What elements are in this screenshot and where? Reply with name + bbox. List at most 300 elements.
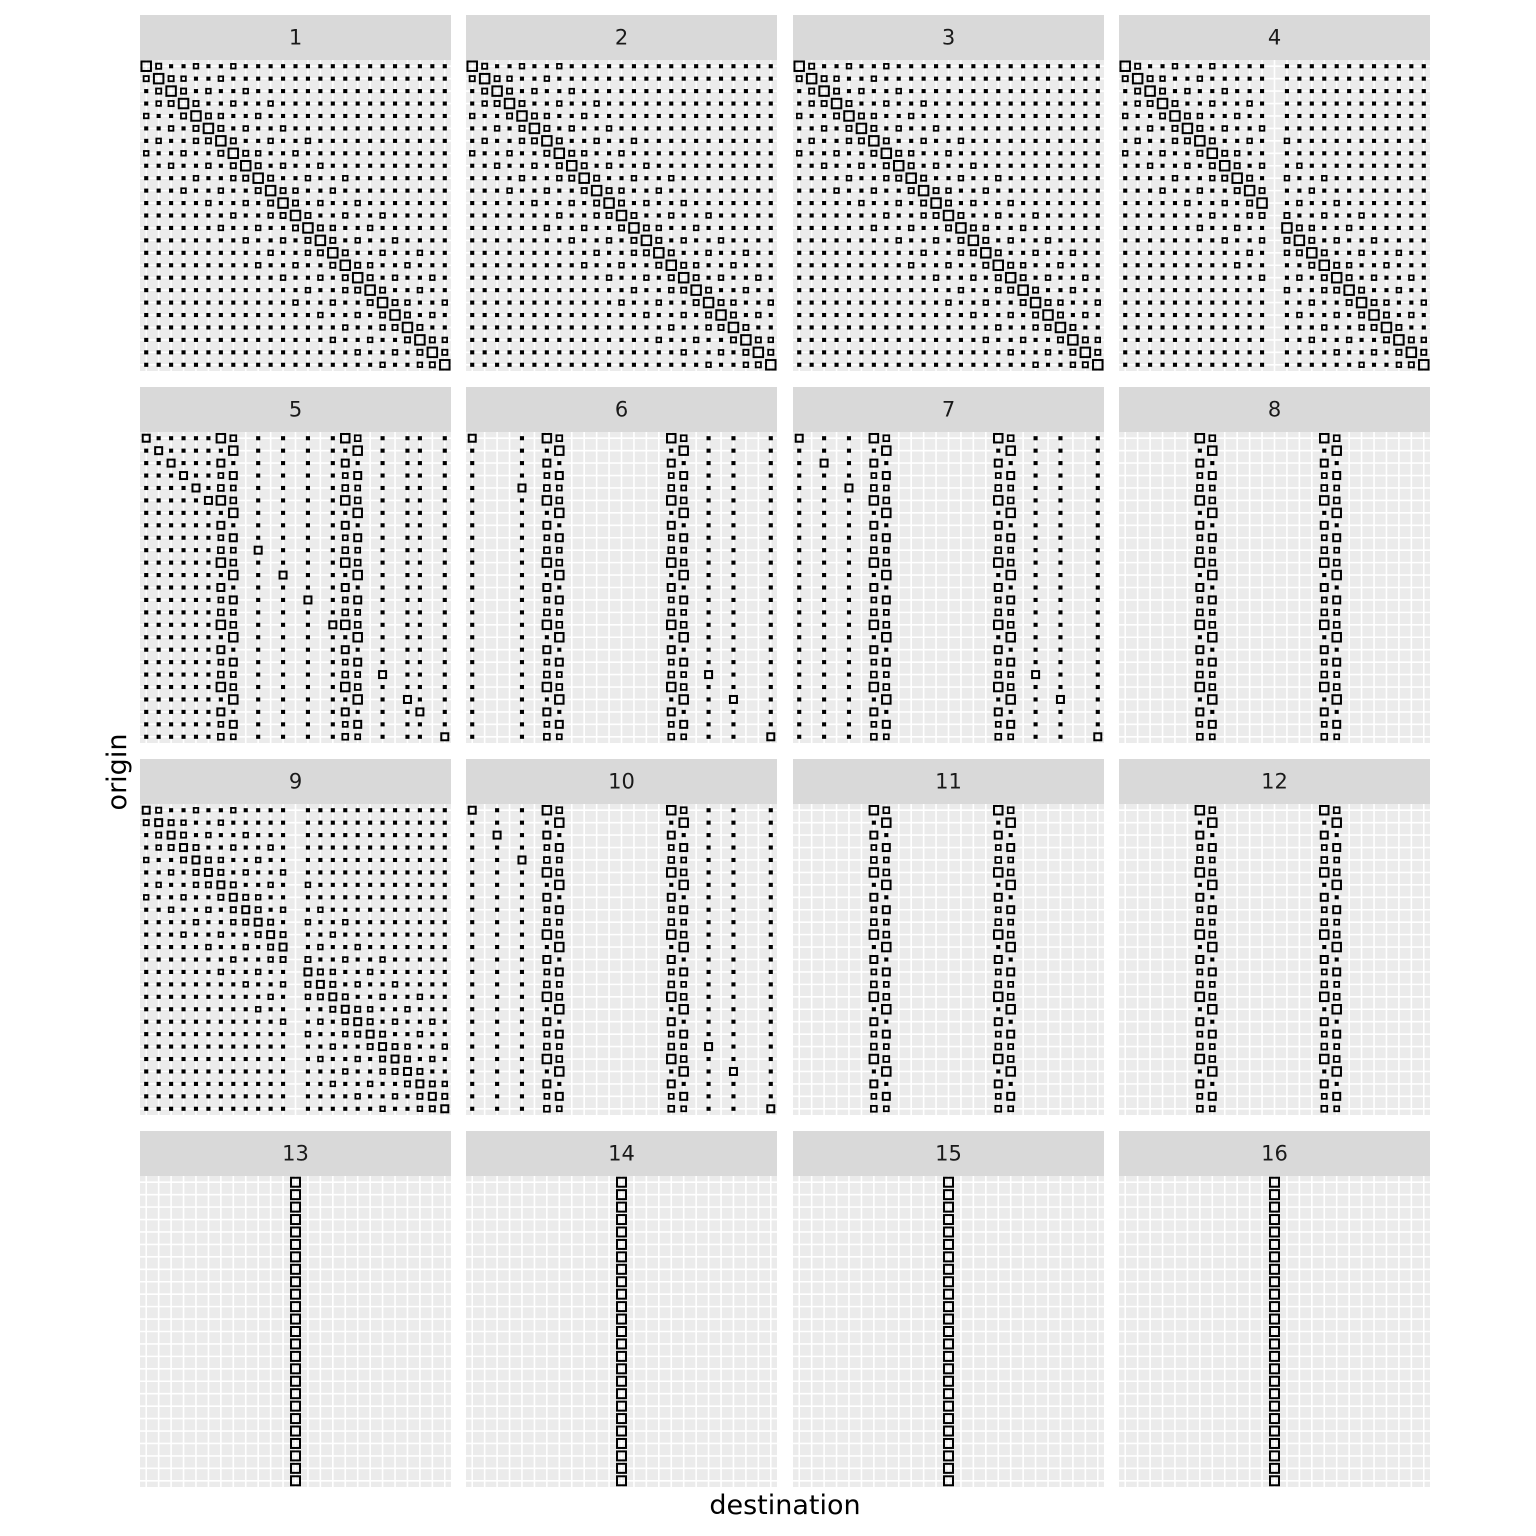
od-point (471, 1033, 474, 1036)
od-point (707, 1020, 710, 1023)
od-point (381, 624, 384, 627)
od-point (533, 189, 536, 192)
od-point (873, 90, 876, 93)
od-point (848, 239, 851, 242)
od-point (471, 971, 474, 974)
od-point (732, 648, 735, 651)
od-point (1161, 140, 1164, 143)
od-point (1223, 252, 1226, 255)
od-point (1348, 90, 1351, 93)
od-point (444, 102, 447, 105)
od-point (207, 1020, 210, 1023)
od-point (1323, 65, 1326, 68)
od-point (406, 933, 409, 936)
od-point (922, 164, 925, 167)
od-point (406, 524, 409, 527)
od-point (195, 946, 198, 949)
od-point (282, 1070, 285, 1073)
od-point (496, 921, 499, 924)
od-point (381, 77, 384, 80)
od-point (394, 127, 397, 130)
od-point (483, 264, 486, 267)
od-point (1423, 326, 1426, 329)
od-point (381, 871, 384, 874)
od-point (595, 227, 598, 230)
od-point (1398, 227, 1401, 230)
od-point (145, 1095, 148, 1098)
od-point (170, 449, 173, 452)
od-point (1022, 102, 1025, 105)
od-point (381, 276, 384, 279)
od-point (1335, 102, 1338, 105)
od-point (1248, 90, 1251, 93)
od-point (282, 152, 285, 155)
od-point (145, 214, 148, 217)
od-point (798, 611, 801, 614)
od-point (381, 686, 384, 689)
od-point (798, 536, 801, 539)
od-point (419, 908, 422, 911)
od-point (732, 1020, 735, 1023)
od-point (207, 239, 210, 242)
od-point (1248, 339, 1251, 342)
od-point (1009, 462, 1012, 465)
od-point (897, 289, 900, 292)
od-point (356, 339, 359, 342)
od-point (1174, 264, 1177, 267)
od-point (1410, 202, 1413, 205)
od-point (1211, 586, 1214, 589)
od-point (910, 364, 913, 367)
od-point (294, 65, 297, 68)
od-point (170, 599, 173, 602)
od-point (848, 339, 851, 342)
od-point (307, 314, 310, 317)
od-point (823, 574, 826, 577)
od-point (972, 77, 975, 80)
od-point (381, 846, 384, 849)
od-point (1236, 289, 1239, 292)
od-point (1410, 115, 1413, 118)
od-point (170, 314, 173, 317)
od-point (369, 834, 372, 837)
od-point (369, 214, 372, 217)
od-point (431, 65, 434, 68)
od-point (471, 1008, 474, 1011)
od-point (1161, 264, 1164, 267)
od-point (1323, 102, 1326, 105)
od-point (220, 252, 223, 255)
od-point (873, 164, 876, 167)
od-point (381, 264, 384, 267)
od-point (332, 512, 335, 515)
od-point (1161, 239, 1164, 242)
od-point (1373, 140, 1376, 143)
od-point (381, 908, 384, 911)
od-point (344, 1108, 347, 1111)
od-point (1136, 301, 1139, 304)
od-point (1223, 140, 1226, 143)
od-point (947, 140, 950, 143)
od-point (608, 326, 611, 329)
od-point (307, 611, 310, 614)
od-point (381, 127, 384, 130)
od-point (332, 611, 335, 614)
od-point (145, 611, 148, 614)
od-point (1261, 351, 1264, 354)
od-point (381, 202, 384, 205)
od-point (381, 474, 384, 477)
od-point (732, 227, 735, 230)
od-point (319, 65, 322, 68)
od-point (471, 736, 474, 739)
od-point (823, 474, 826, 477)
od-point (1009, 127, 1012, 130)
od-point (257, 202, 260, 205)
od-point (419, 102, 422, 105)
od-point (419, 239, 422, 242)
od-point (195, 339, 198, 342)
od-point (770, 1020, 773, 1023)
od-point (745, 314, 748, 317)
od-point (319, 958, 322, 961)
od-point (1174, 152, 1177, 155)
od-point (381, 1095, 384, 1098)
od-point (471, 499, 474, 502)
od-point (1034, 512, 1037, 515)
od-point (145, 449, 148, 452)
od-point (257, 462, 260, 465)
od-point (1149, 264, 1152, 267)
od-point (232, 314, 235, 317)
od-point (595, 289, 598, 292)
od-point (471, 1020, 474, 1023)
od-point (770, 983, 773, 986)
od-point (1047, 90, 1050, 93)
od-point (269, 164, 272, 167)
od-point (444, 487, 447, 490)
od-point (1149, 202, 1152, 205)
od-point (471, 1095, 474, 1098)
od-point (695, 364, 698, 367)
od-point (897, 65, 900, 68)
od-point (419, 499, 422, 502)
od-point (145, 921, 148, 924)
od-point (707, 115, 710, 118)
od-point (394, 834, 397, 837)
od-point (935, 339, 938, 342)
od-point (269, 289, 272, 292)
od-point (496, 1008, 499, 1011)
od-point (508, 239, 511, 242)
od-point (257, 884, 260, 887)
od-point (1034, 189, 1037, 192)
od-point (195, 1020, 198, 1023)
od-point (1211, 189, 1214, 192)
od-point (810, 202, 813, 205)
od-point (1136, 177, 1139, 180)
od-point (1223, 339, 1226, 342)
od-point (496, 1070, 499, 1073)
od-point (823, 239, 826, 242)
od-point (521, 536, 524, 539)
od-point (419, 821, 422, 824)
od-point (431, 834, 434, 837)
od-point (444, 983, 447, 986)
od-point (1072, 177, 1075, 180)
od-point (195, 437, 198, 440)
od-point (798, 474, 801, 477)
od-point (972, 140, 975, 143)
od-point (319, 1008, 322, 1011)
od-point (823, 636, 826, 639)
od-point (521, 164, 524, 167)
od-point (823, 276, 826, 279)
od-point (244, 1108, 247, 1111)
od-point (1034, 487, 1037, 490)
od-point (394, 809, 397, 812)
od-point (1286, 115, 1289, 118)
od-point (145, 1083, 148, 1086)
od-point (356, 164, 359, 167)
od-point (257, 624, 260, 627)
od-point (394, 227, 397, 230)
od-point (521, 264, 524, 267)
od-point (633, 102, 636, 105)
od-point (521, 624, 524, 627)
od-point (419, 809, 422, 812)
od-point (670, 152, 673, 155)
od-point (207, 1058, 210, 1061)
od-point (1124, 239, 1127, 242)
od-point (1047, 115, 1050, 118)
od-point (1261, 77, 1264, 80)
facet-panel-9 (140, 759, 451, 1115)
od-point (257, 487, 260, 490)
od-point (257, 946, 260, 949)
od-point (244, 364, 247, 367)
od-point (770, 65, 773, 68)
od-point (1385, 164, 1388, 167)
od-point (1373, 227, 1376, 230)
od-point (1124, 102, 1127, 105)
od-point (1186, 152, 1189, 155)
od-point (570, 289, 573, 292)
od-point (431, 102, 434, 105)
od-point (570, 264, 573, 267)
od-point (1022, 351, 1025, 354)
od-point (195, 351, 198, 354)
od-point (848, 736, 851, 739)
od-point (595, 301, 598, 304)
od-point (1149, 314, 1152, 317)
od-point (344, 164, 347, 167)
od-point (798, 127, 801, 130)
od-point (770, 958, 773, 961)
od-point (1348, 77, 1351, 80)
od-point (1398, 189, 1401, 192)
od-point (546, 90, 549, 93)
od-point (1323, 239, 1326, 242)
od-point (1161, 202, 1164, 205)
od-point (1097, 65, 1100, 68)
od-point (182, 1070, 185, 1073)
od-point (170, 1008, 173, 1011)
od-point (720, 177, 723, 180)
od-point (294, 364, 297, 367)
od-point (1385, 140, 1388, 143)
od-point (1084, 90, 1087, 93)
od-point (431, 871, 434, 874)
od-point (307, 115, 310, 118)
od-point (1059, 723, 1062, 726)
od-point (419, 524, 422, 527)
od-point (157, 921, 160, 924)
od-point (344, 339, 347, 342)
od-point (521, 933, 524, 936)
od-point (471, 524, 474, 527)
od-point (1323, 77, 1326, 80)
od-point (444, 1070, 447, 1073)
od-point (910, 102, 913, 105)
od-point (1136, 339, 1139, 342)
od-point (658, 127, 661, 130)
od-point (145, 561, 148, 564)
od-point (1323, 314, 1326, 317)
od-point (732, 474, 735, 477)
od-point (670, 449, 673, 452)
od-point (232, 871, 235, 874)
od-point (1124, 127, 1127, 130)
od-point (1186, 364, 1189, 367)
od-point (620, 77, 623, 80)
od-point (471, 958, 474, 961)
od-point (1323, 301, 1326, 304)
od-point (319, 871, 322, 874)
od-point (546, 102, 549, 105)
od-point (1410, 102, 1413, 105)
od-point (145, 673, 148, 676)
od-point (848, 549, 851, 552)
od-point (496, 884, 499, 887)
od-point (282, 686, 285, 689)
od-point (608, 77, 611, 80)
od-point (244, 809, 247, 812)
od-point (835, 239, 838, 242)
od-point (848, 264, 851, 267)
od-point (145, 314, 148, 317)
od-point (670, 636, 673, 639)
od-point (195, 673, 198, 676)
od-point (732, 90, 735, 93)
od-point (521, 239, 524, 242)
od-point (732, 821, 735, 824)
od-point (757, 152, 760, 155)
od-point (558, 364, 561, 367)
od-point (732, 1058, 735, 1061)
od-point (645, 326, 648, 329)
od-point (1059, 276, 1062, 279)
od-point (157, 512, 160, 515)
od-point (1161, 314, 1164, 317)
od-point (583, 339, 586, 342)
od-point (170, 736, 173, 739)
od-point (860, 65, 863, 68)
od-point (810, 252, 813, 255)
od-point (1161, 364, 1164, 367)
od-point (810, 164, 813, 167)
od-point (381, 239, 384, 242)
od-point (972, 189, 975, 192)
od-point (707, 437, 710, 440)
od-point (406, 536, 409, 539)
od-point (1373, 264, 1376, 267)
od-point (207, 896, 210, 899)
od-point (369, 921, 372, 924)
od-point (356, 152, 359, 155)
od-point (394, 933, 397, 936)
od-point (922, 301, 925, 304)
od-point (682, 326, 685, 329)
od-point (1124, 90, 1127, 93)
od-point (344, 1058, 347, 1061)
od-point (145, 177, 148, 180)
od-point (232, 462, 235, 465)
od-point (1034, 499, 1037, 502)
od-point (682, 896, 685, 899)
od-point (1410, 189, 1413, 192)
od-point (444, 264, 447, 267)
od-point (207, 624, 210, 627)
od-point (608, 152, 611, 155)
od-point (294, 252, 297, 255)
od-point (682, 834, 685, 837)
od-point (1236, 339, 1239, 342)
od-point (732, 177, 735, 180)
od-point (707, 971, 710, 974)
od-point (885, 364, 888, 367)
od-point (170, 202, 173, 205)
od-point (182, 686, 185, 689)
od-point (394, 140, 397, 143)
od-point (658, 115, 661, 118)
od-point (195, 214, 198, 217)
od-point (282, 364, 285, 367)
od-point (695, 115, 698, 118)
od-point (170, 946, 173, 949)
od-point (873, 264, 876, 267)
od-point (670, 698, 673, 701)
od-point (182, 1108, 185, 1111)
od-point (195, 264, 198, 267)
od-point (1335, 711, 1338, 714)
od-point (508, 276, 511, 279)
od-point (1072, 127, 1075, 130)
od-point (195, 996, 198, 999)
od-point (1348, 189, 1351, 192)
od-point (707, 462, 710, 465)
od-point (810, 339, 813, 342)
od-point (1034, 599, 1037, 602)
od-point (1009, 77, 1012, 80)
od-point (1335, 252, 1338, 255)
od-point (1423, 314, 1426, 317)
od-point (419, 487, 422, 490)
od-point (1236, 90, 1239, 93)
od-point (707, 102, 710, 105)
od-point (307, 686, 310, 689)
od-point (381, 177, 384, 180)
